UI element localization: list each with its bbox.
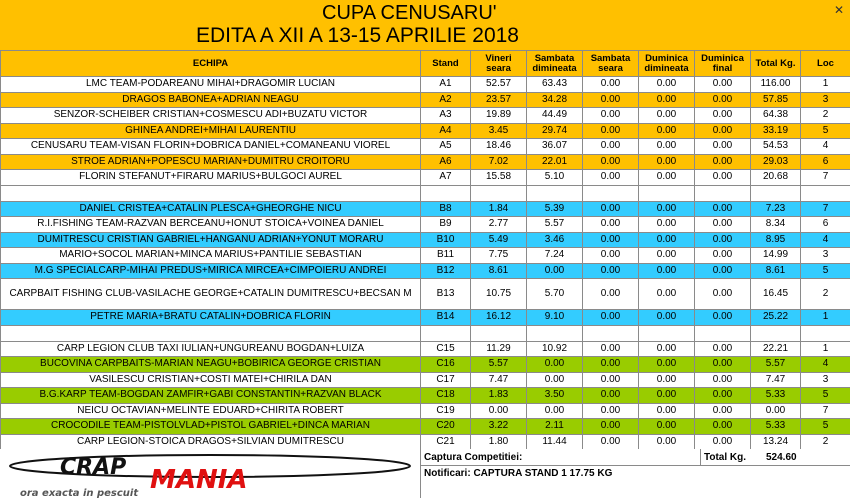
table-row — [1, 154, 850, 170]
duminica-final-cell: 0.00 — [695, 263, 751, 279]
duminica-dimineata-cell: 0.00 — [639, 403, 695, 419]
stand-cell: A3 — [421, 108, 471, 124]
stand-cell: B10 — [421, 232, 471, 248]
duminica-dimineata-cell: 0.00 — [639, 201, 695, 217]
duminica-dimineata-cell: 0.00 — [639, 217, 695, 233]
duminica-dimineata-cell: 0.00 — [639, 419, 695, 435]
duminica-dimineata-cell: 0.00 — [639, 123, 695, 139]
vineri-seara-cell: 1.84 — [471, 201, 527, 217]
duminica-final-cell: 0.00 — [695, 419, 751, 435]
sambata-seara-cell: 0.00 — [583, 77, 639, 93]
stand-cell: B14 — [421, 310, 471, 326]
vineri-seara-cell: 1.80 — [471, 434, 527, 450]
stand-cell: B8 — [421, 201, 471, 217]
sambata-dimineata-cell: 29.74 — [527, 123, 583, 139]
spacer-cell — [471, 325, 527, 341]
total-cell: 5.33 — [751, 419, 801, 435]
stand-cell: A1 — [421, 77, 471, 93]
notice-text: Notificari: CAPTURA STAND 1 17.75 KG — [424, 468, 613, 479]
spacer-cell — [639, 325, 695, 341]
table-row — [1, 77, 850, 93]
logo-tagline: ora exacta in pescuit — [20, 488, 139, 498]
table-row — [1, 108, 850, 124]
sambata-seara-cell: 0.00 — [583, 201, 639, 217]
spacer-cell — [639, 185, 695, 201]
capture-label: Captura Competitiei: — [424, 452, 523, 463]
sambata-seara-cell: 0.00 — [583, 248, 639, 264]
stand-cell: A4 — [421, 123, 471, 139]
duminica-final-cell: 0.00 — [695, 201, 751, 217]
spacer-cell — [527, 185, 583, 201]
duminica-final-cell: 0.00 — [695, 232, 751, 248]
spacer-cell — [471, 185, 527, 201]
sambata-dimineata-cell: 0.00 — [527, 357, 583, 373]
duminica-final-cell: 0.00 — [695, 403, 751, 419]
footer-divider — [700, 449, 701, 465]
duminica-dimineata-cell: 0.00 — [639, 263, 695, 279]
total-cell: 22.21 — [751, 341, 801, 357]
duminica-dimineata-cell: 0.00 — [639, 108, 695, 124]
total-label: Total Kg. — [704, 452, 747, 463]
header-loc: Loc — [801, 51, 850, 77]
group-spacer — [1, 325, 850, 341]
total-cell: 33.19 — [751, 123, 801, 139]
sambata-dimineata-cell: 63.43 — [527, 77, 583, 93]
vineri-seara-cell: 0.00 — [471, 403, 527, 419]
sambata-seara-cell: 0.00 — [583, 310, 639, 326]
team-name-cell: SENZOR-SCHEIBER CRISTIAN+COSMESCU ADI+BUZATU VICTOR — [1, 108, 421, 124]
loc-cell: 7 — [801, 201, 850, 217]
spacer-cell — [695, 325, 751, 341]
header-duminica-dimineata: Duminica dimineata — [639, 51, 695, 77]
table-row — [1, 341, 850, 357]
team-name-cell: B.G.KARP TEAM-BOGDAN ZAMFIR+GABI CONSTANTIN+RAZVAN BLACK — [1, 388, 421, 404]
duminica-final-cell: 0.00 — [695, 388, 751, 404]
duminica-dimineata-cell: 0.00 — [639, 388, 695, 404]
loc-cell: 5 — [801, 388, 850, 404]
logo-word-crap: CRAP — [60, 455, 127, 480]
sambata-dimineata-cell: 5.39 — [527, 201, 583, 217]
team-name-cell: FLORIN STEFANUT+FIRARU MARIUS+BULGOCI AUREL — [1, 170, 421, 186]
loc-cell: 2 — [801, 108, 850, 124]
sambata-seara-cell: 0.00 — [583, 154, 639, 170]
total-cell: 5.57 — [751, 357, 801, 373]
vineri-seara-cell: 19.89 — [471, 108, 527, 124]
sambata-dimineata-cell: 34.28 — [527, 92, 583, 108]
stand-cell: B9 — [421, 217, 471, 233]
sambata-seara-cell: 0.00 — [583, 170, 639, 186]
sambata-dimineata-cell: 9.10 — [527, 310, 583, 326]
sambata-seara-cell: 0.00 — [583, 388, 639, 404]
team-name-cell: GHINEA ANDREI+MIHAI LAURENTIU — [1, 123, 421, 139]
vineri-seara-cell: 10.75 — [471, 279, 527, 310]
header-echipa: ECHIPA — [1, 51, 421, 77]
sambata-dimineata-cell: 36.07 — [527, 139, 583, 155]
table-row — [1, 92, 850, 108]
sambata-dimineata-cell: 0.00 — [527, 263, 583, 279]
table-row — [1, 357, 850, 373]
vineri-seara-cell: 3.45 — [471, 123, 527, 139]
spacer-cell — [751, 185, 801, 201]
table-row — [1, 217, 850, 233]
sambata-dimineata-cell: 2.11 — [527, 419, 583, 435]
header-sambata-dimineata: Sambata dimineata — [527, 51, 583, 77]
header-total: Total Kg. — [751, 51, 801, 77]
title-banner — [0, 0, 850, 50]
sambata-seara-cell: 0.00 — [583, 123, 639, 139]
sambata-dimineata-cell: 10.92 — [527, 341, 583, 357]
loc-cell: 4 — [801, 232, 850, 248]
vineri-seara-cell: 1.83 — [471, 388, 527, 404]
table-row — [1, 388, 850, 404]
team-name-cell: PETRE MARIA+BRATU CATALIN+DOBRICA FLORIN — [1, 310, 421, 326]
competition-title: CUPA CENUSARU' — [322, 2, 497, 24]
stand-cell: C20 — [421, 419, 471, 435]
table-row — [1, 248, 850, 264]
duminica-final-cell: 0.00 — [695, 434, 751, 450]
sambata-dimineata-cell: 5.57 — [527, 217, 583, 233]
stand-cell: A7 — [421, 170, 471, 186]
team-name-cell: STROE ADRIAN+POPESCU MARIAN+DUMITRU CROITORU — [1, 154, 421, 170]
duminica-dimineata-cell: 0.00 — [639, 310, 695, 326]
sambata-seara-cell: 0.00 — [583, 263, 639, 279]
duminica-dimineata-cell: 0.00 — [639, 139, 695, 155]
table-row — [1, 372, 850, 388]
loc-cell: 2 — [801, 279, 850, 310]
spacer-cell — [751, 325, 801, 341]
stand-cell: C19 — [421, 403, 471, 419]
duminica-final-cell: 0.00 — [695, 341, 751, 357]
logo-word-mania: MANIA — [150, 465, 248, 495]
table-body — [1, 77, 850, 450]
vineri-seara-cell: 11.29 — [471, 341, 527, 357]
vineri-seara-cell: 2.77 — [471, 217, 527, 233]
duminica-final-cell: 0.00 — [695, 170, 751, 186]
team-name-cell: DANIEL CRISTEA+CATALIN PLESCA+GHEORGHE NICU — [1, 201, 421, 217]
duminica-dimineata-cell: 0.00 — [639, 92, 695, 108]
duminica-final-cell: 0.00 — [695, 357, 751, 373]
sambata-dimineata-cell: 3.50 — [527, 388, 583, 404]
duminica-dimineata-cell: 0.00 — [639, 279, 695, 310]
close-icon[interactable]: ✕ — [833, 3, 845, 17]
footer-separator — [420, 465, 850, 466]
spacer-cell — [421, 185, 471, 201]
sambata-dimineata-cell: 7.24 — [527, 248, 583, 264]
sambata-seara-cell: 0.00 — [583, 357, 639, 373]
total-cell: 8.95 — [751, 232, 801, 248]
crapmania-logo — [0, 452, 420, 498]
loc-cell: 1 — [801, 77, 850, 93]
sambata-dimineata-cell: 0.00 — [527, 403, 583, 419]
spacer-cell — [1, 325, 421, 341]
total-cell: 7.23 — [751, 201, 801, 217]
vineri-seara-cell: 7.75 — [471, 248, 527, 264]
duminica-final-cell: 0.00 — [695, 123, 751, 139]
total-cell: 5.33 — [751, 388, 801, 404]
table-row — [1, 201, 850, 217]
loc-cell: 4 — [801, 357, 850, 373]
total-cell: 20.68 — [751, 170, 801, 186]
loc-cell: 4 — [801, 139, 850, 155]
table-row — [1, 279, 850, 310]
total-cell: 7.47 — [751, 372, 801, 388]
sambata-dimineata-cell: 5.70 — [527, 279, 583, 310]
header-sambata-seara: Sambata seara — [583, 51, 639, 77]
duminica-dimineata-cell: 0.00 — [639, 232, 695, 248]
sambata-dimineata-cell: 11.44 — [527, 434, 583, 450]
vineri-seara-cell: 8.61 — [471, 263, 527, 279]
total-value: 524.60 — [766, 452, 797, 463]
loc-cell: 1 — [801, 341, 850, 357]
spacer-cell — [1, 185, 421, 201]
team-name-cell: DRAGOS BABONEA+ADRIAN NEAGU — [1, 92, 421, 108]
vineri-seara-cell: 16.12 — [471, 310, 527, 326]
stand-cell: A2 — [421, 92, 471, 108]
spacer-cell — [801, 185, 850, 201]
duminica-dimineata-cell: 0.00 — [639, 77, 695, 93]
team-name-cell: CARP LEGION CLUB TAXI IULIAN+UNGUREANU BOGDAN+LUIZA — [1, 341, 421, 357]
duminica-final-cell: 0.00 — [695, 279, 751, 310]
table-row — [1, 403, 850, 419]
sambata-seara-cell: 0.00 — [583, 403, 639, 419]
table-row — [1, 123, 850, 139]
team-name-cell: M.G SPECIALCARP-MIHAI PREDUS+MIRICA MIRCEA+CIMPOIERU ANDREI — [1, 263, 421, 279]
vineri-seara-cell: 52.57 — [471, 77, 527, 93]
duminica-final-cell: 0.00 — [695, 77, 751, 93]
duminica-final-cell: 0.00 — [695, 310, 751, 326]
stand-cell: B12 — [421, 263, 471, 279]
team-name-cell: BUCOVINA CARPBAITS-MARIAN NEAGU+BOBIRICA GEORGE CRISTIAN — [1, 357, 421, 373]
sambata-seara-cell: 0.00 — [583, 217, 639, 233]
vineri-seara-cell: 7.47 — [471, 372, 527, 388]
table-row — [1, 310, 850, 326]
loc-cell: 2 — [801, 434, 850, 450]
stand-cell: A6 — [421, 154, 471, 170]
sambata-seara-cell: 0.00 — [583, 92, 639, 108]
duminica-dimineata-cell: 0.00 — [639, 434, 695, 450]
loc-cell: 5 — [801, 123, 850, 139]
duminica-dimineata-cell: 0.00 — [639, 372, 695, 388]
sambata-seara-cell: 0.00 — [583, 419, 639, 435]
total-cell: 116.00 — [751, 77, 801, 93]
team-name-cell: NEICU OCTAVIAN+MELINTE EDUARD+CHIRITA ROBERT — [1, 403, 421, 419]
duminica-final-cell: 0.00 — [695, 139, 751, 155]
loc-cell: 7 — [801, 170, 850, 186]
sambata-dimineata-cell: 44.49 — [527, 108, 583, 124]
stand-cell: C18 — [421, 388, 471, 404]
vineri-seara-cell: 15.58 — [471, 170, 527, 186]
stand-cell: C21 — [421, 434, 471, 450]
duminica-dimineata-cell: 0.00 — [639, 341, 695, 357]
duminica-final-cell: 0.00 — [695, 248, 751, 264]
header-vineri-seara: Vineri seara — [471, 51, 527, 77]
table-row — [1, 263, 850, 279]
sambata-seara-cell: 0.00 — [583, 139, 639, 155]
total-cell: 8.34 — [751, 217, 801, 233]
vineri-seara-cell: 5.49 — [471, 232, 527, 248]
sambata-dimineata-cell: 3.46 — [527, 232, 583, 248]
header-duminica-final: Duminica final — [695, 51, 751, 77]
loc-cell: 7 — [801, 403, 850, 419]
header-stand: Stand — [421, 51, 471, 77]
total-cell: 54.53 — [751, 139, 801, 155]
team-name-cell: VASILESCU CRISTIAN+COSTI MATEI+CHIRILA DAN — [1, 372, 421, 388]
table-row — [1, 434, 850, 450]
loc-cell: 1 — [801, 310, 850, 326]
loc-cell: 3 — [801, 372, 850, 388]
sambata-seara-cell: 0.00 — [583, 341, 639, 357]
stand-cell: C16 — [421, 357, 471, 373]
team-name-cell: LMC TEAM-PODAREANU MIHAI+DRAGOMIR LUCIAN — [1, 77, 421, 93]
loc-cell: 6 — [801, 217, 850, 233]
stand-cell: B13 — [421, 279, 471, 310]
spacer-cell — [583, 325, 639, 341]
spacer-cell — [801, 325, 850, 341]
team-name-cell: MARIO+SOCOL MARIAN+MINCA MARIUS+PANTILIE SEBASTIAN — [1, 248, 421, 264]
team-name-cell: CARP LEGION-STOICA DRAGOS+SILVIAN DUMITRESCU — [1, 434, 421, 450]
team-name-cell: DUMITRESCU CRISTIAN GABRIEL+HANGANU ADRIAN+YONUT MORARU — [1, 232, 421, 248]
group-spacer — [1, 185, 850, 201]
sambata-seara-cell: 0.00 — [583, 232, 639, 248]
stand-cell: A5 — [421, 139, 471, 155]
total-cell: 57.85 — [751, 92, 801, 108]
header-row — [1, 51, 850, 77]
footer-divider — [420, 449, 421, 498]
sambata-dimineata-cell: 0.00 — [527, 372, 583, 388]
loc-cell: 6 — [801, 154, 850, 170]
table-row — [1, 139, 850, 155]
sambata-dimineata-cell: 5.10 — [527, 170, 583, 186]
duminica-final-cell: 0.00 — [695, 92, 751, 108]
duminica-final-cell: 0.00 — [695, 154, 751, 170]
duminica-dimineata-cell: 0.00 — [639, 248, 695, 264]
total-cell: 25.22 — [751, 310, 801, 326]
duminica-final-cell: 0.00 — [695, 372, 751, 388]
sambata-seara-cell: 0.00 — [583, 372, 639, 388]
duminica-final-cell: 0.00 — [695, 108, 751, 124]
stand-cell: C15 — [421, 341, 471, 357]
vineri-seara-cell: 3.22 — [471, 419, 527, 435]
vineri-seara-cell: 7.02 — [471, 154, 527, 170]
loc-cell: 5 — [801, 419, 850, 435]
spacer-cell — [583, 185, 639, 201]
results-table — [0, 50, 850, 450]
stand-cell: B11 — [421, 248, 471, 264]
sambata-seara-cell: 0.00 — [583, 108, 639, 124]
team-name-cell: CENUSARU TEAM-VISAN FLORIN+DOBRICA DANIEL+COMANEANU VIOREL — [1, 139, 421, 155]
total-cell: 0.00 — [751, 403, 801, 419]
team-name-cell: CROCODILE TEAM-PISTOLVLAD+PISTOL GABRIEL+DINCA MARIAN — [1, 419, 421, 435]
table-row — [1, 170, 850, 186]
spacer-cell — [695, 185, 751, 201]
total-cell: 16.45 — [751, 279, 801, 310]
loc-cell: 3 — [801, 92, 850, 108]
edition-dates: EDITA A XII A 13-15 APRILIE 2018 — [196, 24, 519, 47]
total-cell: 64.38 — [751, 108, 801, 124]
vineri-seara-cell: 5.57 — [471, 357, 527, 373]
sambata-dimineata-cell: 22.01 — [527, 154, 583, 170]
table-row — [1, 419, 850, 435]
loc-cell: 3 — [801, 248, 850, 264]
total-cell: 14.99 — [751, 248, 801, 264]
vineri-seara-cell: 23.57 — [471, 92, 527, 108]
total-cell: 8.61 — [751, 263, 801, 279]
sambata-seara-cell: 0.00 — [583, 434, 639, 450]
loc-cell: 5 — [801, 263, 850, 279]
duminica-dimineata-cell: 0.00 — [639, 357, 695, 373]
table-row — [1, 232, 850, 248]
stand-cell: C17 — [421, 372, 471, 388]
spacer-cell — [421, 325, 471, 341]
duminica-final-cell: 0.00 — [695, 217, 751, 233]
total-cell: 13.24 — [751, 434, 801, 450]
sambata-seara-cell: 0.00 — [583, 279, 639, 310]
vineri-seara-cell: 18.46 — [471, 139, 527, 155]
team-name-cell: R.I.FISHING TEAM-RAZVAN BERCEANU+IONUT STOICA+VOINEA DANIEL — [1, 217, 421, 233]
duminica-dimineata-cell: 0.00 — [639, 170, 695, 186]
duminica-dimineata-cell: 0.00 — [639, 154, 695, 170]
spacer-cell — [527, 325, 583, 341]
total-cell: 29.03 — [751, 154, 801, 170]
team-name-cell: CARPBAIT FISHING CLUB-VASILACHE GEORGE+CATALIN DUMITRESCU+BECSAN M — [1, 279, 421, 310]
